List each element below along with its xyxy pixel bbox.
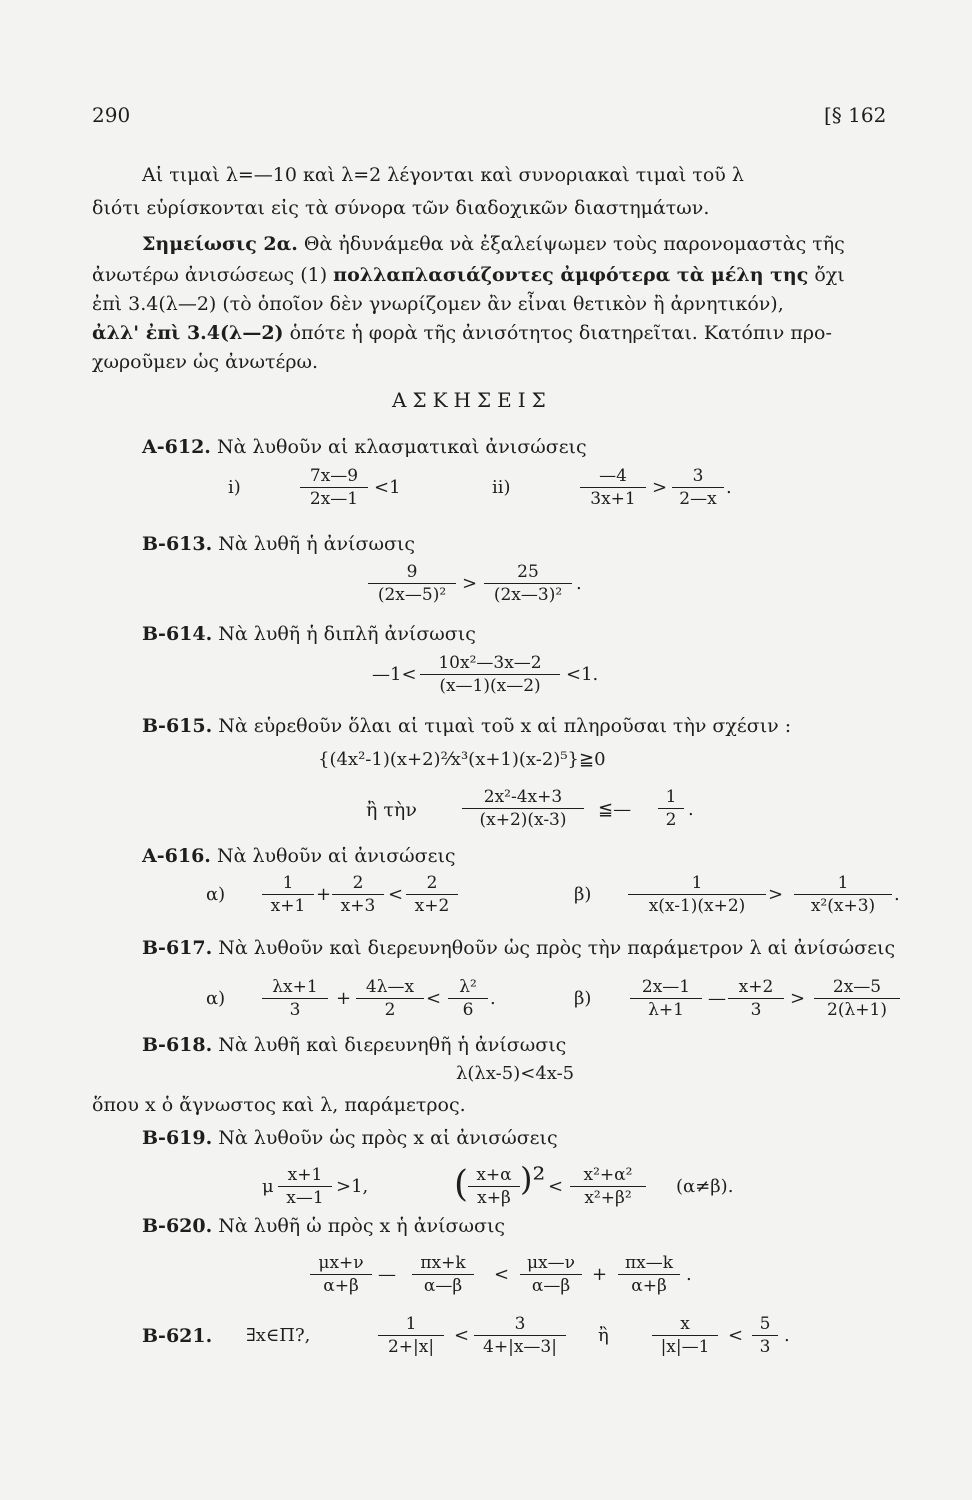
denominator: x—1 (278, 1186, 332, 1209)
item-label: i) (228, 477, 241, 498)
exercise-note: ὅπου x ὁ ἄγνωστος καὶ λ, παράμετρος. (92, 1094, 466, 1116)
numerator: μx+ν (318, 1253, 364, 1273)
fraction (672, 465, 724, 510)
denominator: α+β (618, 1274, 680, 1297)
connector: ἢ (598, 1325, 609, 1346)
relation: > (790, 988, 806, 1009)
fraction (448, 976, 488, 1021)
fraction (652, 1313, 718, 1358)
section-reference: [§ 162 (824, 103, 887, 127)
fraction (310, 1252, 372, 1297)
note-line-4-bold: ἀλλ' ἐπὶ 3.4(λ—2) (92, 322, 284, 344)
fraction (378, 1313, 444, 1358)
denominator: 3 (752, 1335, 778, 1358)
numerator: 2 (352, 873, 364, 893)
numerator: 10x²—3x—2 (438, 653, 542, 673)
numerator: 5 (759, 1314, 771, 1334)
relation: < (494, 1264, 510, 1285)
note-line-3: ἐπὶ 3.4(λ—2) (τὸ ὁποῖον δὲν γνωρίζομεν ἂν εἶναι θετικὸν ἢ ἀρνητικόν), (92, 293, 784, 315)
fraction (332, 872, 384, 917)
numerator: 1 (405, 1314, 417, 1334)
operator: — (378, 1264, 396, 1285)
exercise-text: Νὰ λυθῆ καὶ διερευνηθῆ ἡ ἀνίσωσις (218, 1034, 567, 1056)
exercise-label: Α-612. (142, 436, 211, 458)
exercise-label: Α-616. (142, 845, 211, 867)
fraction (300, 465, 368, 510)
relation: <1 (374, 477, 401, 498)
exercise-b614 (142, 622, 476, 646)
denominator: x²(x+3) (794, 894, 892, 917)
exercise-text: Νὰ εὑρεθοῦν ὅλαι αἱ τιμαὶ τοῦ x αἱ πληροῦσαι τὴν σχέσιν : (218, 715, 792, 737)
denominator: α—β (412, 1274, 474, 1297)
note-line-2-a: ἀνωτέρω ἀνισώσεως (1) (92, 264, 328, 286)
denominator: 3 (728, 998, 784, 1021)
denominator: 2x—1 (300, 487, 368, 510)
paren: ( (454, 1164, 469, 1205)
denominator: (2x—3)² (484, 583, 572, 606)
note-line-2-bold: πολλαπλασιάζοντες ἀμφότερα τὰ μέλη της (333, 264, 809, 286)
operator: + (592, 1264, 608, 1285)
denominator: 2 (658, 808, 684, 831)
exercise-a616 (142, 844, 456, 868)
numerator: 2x—1 (641, 977, 691, 997)
note-line-1 (142, 232, 845, 256)
item-label: α) (206, 988, 226, 1009)
numerator: λ² (459, 977, 477, 997)
numerator: x+2 (738, 977, 774, 997)
denominator: 3 (262, 998, 328, 1021)
exercise-b619 (142, 1126, 558, 1150)
numerator: 1 (691, 873, 703, 893)
operator: — (708, 988, 726, 1009)
note-line-2-c: ὄχι (814, 264, 845, 286)
numerator: 2x—5 (832, 977, 882, 997)
fraction (368, 561, 456, 606)
fraction (728, 976, 784, 1021)
denominator: 6 (448, 998, 488, 1021)
fraction (520, 1252, 582, 1297)
exercise-text: Νὰ λυθοῦν καὶ διερευνηθοῦν ὡς πρὸς τὴν παράμετρον λ αἱ ἀνίσώσεις (218, 937, 896, 959)
intro-line-2: διότι εὑρίσκονται εἰς τὰ σύνορα τῶν διαδοχικῶν διαστημάτων. (92, 197, 710, 219)
fraction (474, 1313, 566, 1358)
denominator: 2(λ+1) (814, 998, 900, 1021)
denominator: α+β (310, 1274, 372, 1297)
operator: + (336, 988, 352, 1009)
fraction (484, 561, 572, 606)
item-label: ii) (492, 477, 511, 498)
exercise-text: Νὰ λυθῆ ὡ πρὸς x ἡ ἀνίσωσις (218, 1215, 506, 1237)
condition: (α≠β). (676, 1176, 734, 1197)
fraction (794, 872, 892, 917)
exercise-text: Νὰ λυθῆ ἡ ἀνίσωσις (218, 533, 416, 555)
relation: <1. (566, 664, 599, 685)
note-line-5: χωροῦμεν ὡς ἀνωτέρω. (92, 351, 319, 373)
numerator: 4λ—x (365, 977, 415, 997)
denominator: α—β (520, 1274, 582, 1297)
denominator: x+2 (406, 894, 458, 917)
denominator: 3x+1 (580, 487, 646, 510)
numerator: x+1 (287, 1165, 323, 1185)
denominator: |x|—1 (652, 1335, 718, 1358)
period: . (688, 799, 694, 820)
fraction (618, 1252, 680, 1297)
relation: > (462, 573, 478, 594)
exercise-text: Νὰ λυθοῦν αἱ ἀνισώσεις (216, 845, 456, 867)
relation: > (768, 884, 784, 905)
page-number: 290 (92, 103, 131, 127)
numerator: 3 (692, 466, 704, 486)
exercise-label: Β-618. (142, 1034, 213, 1056)
note-line-2 (92, 263, 845, 287)
period: . (490, 988, 496, 1009)
exercise-label: Β-615. (142, 715, 213, 737)
exercise-label: Β-621. (142, 1325, 213, 1347)
numerator: πx+k (420, 1253, 466, 1273)
exercise-label: Β-620. (142, 1215, 213, 1237)
fraction (580, 465, 646, 510)
exercise-label: Β-613. (142, 533, 213, 555)
numerator: 3 (514, 1314, 526, 1334)
exercise-b617 (142, 936, 895, 960)
exercise-b618 (142, 1033, 566, 1057)
denominator: x²+β² (570, 1186, 646, 1209)
relation: < (548, 1176, 564, 1197)
note-line-4 (92, 321, 832, 345)
period: . (686, 1264, 692, 1285)
denominator: 2—x (672, 487, 724, 510)
exercise-label: Β-619. (142, 1127, 213, 1149)
exercise-text: Νὰ λυθοῦν ὡς πρὸς x αἱ ἀνισώσεις (218, 1127, 558, 1149)
denominator: 2+|x| (378, 1335, 444, 1358)
operator: + (316, 884, 332, 905)
exercise-label: Β-614. (142, 623, 213, 645)
exercise-b613 (142, 532, 415, 556)
relation: > (652, 477, 668, 498)
denominator: x(x-1)(x+2) (628, 894, 766, 917)
note-line-1-text: Θὰ ἠδυνάμεθα νὰ ἐξαλείψωμεν τοὺς παρονομαστὰς τῆς (303, 233, 845, 255)
relation: < (454, 1325, 470, 1346)
expression: ∃x∈Π?, (246, 1325, 311, 1346)
symbol: μ (262, 1176, 274, 1197)
item-label: β) (574, 988, 592, 1009)
denominator: x+β (468, 1186, 520, 1209)
fraction (278, 1164, 332, 1209)
fraction (658, 786, 684, 831)
item-label: β) (574, 884, 592, 905)
denominator: 4+|x—3| (474, 1335, 566, 1358)
note-label: Σημείωσις 2α. (142, 233, 298, 255)
denominator: (x—1)(x—2) (420, 674, 560, 697)
denominator: λ+1 (630, 998, 702, 1021)
fraction (570, 1164, 646, 1209)
numerator: 1 (837, 873, 849, 893)
numerator: πx—k (624, 1253, 674, 1273)
numerator: 2x²-4x+3 (483, 787, 563, 807)
exercise-text: Νὰ λυθοῦν αἱ κλασματικαὶ ἀνισώσεις (216, 436, 587, 458)
period: . (784, 1325, 790, 1346)
relation: < (728, 1325, 744, 1346)
denominator: x+1 (262, 894, 314, 917)
numerator: 7x—9 (309, 466, 359, 486)
denominator: (2x—5)² (368, 583, 456, 606)
relation: —1< (372, 664, 417, 685)
paren: )² (520, 1160, 546, 1198)
period: . (576, 573, 582, 594)
numerator: x (680, 1314, 690, 1334)
fraction (462, 786, 584, 831)
fraction (412, 1252, 474, 1297)
exercise-a612 (142, 435, 587, 459)
item-label: α) (206, 884, 226, 905)
fraction (468, 1164, 520, 1209)
intro-line-1: Αἱ τιμαὶ λ=—10 καὶ λ=2 λέγονται καὶ συνοριακαὶ τιμαὶ τοῦ λ (142, 164, 744, 186)
connector: ἢ τὴν (366, 799, 417, 821)
fraction (356, 976, 424, 1021)
numerator: —4 (599, 466, 627, 486)
numerator: μx—ν (527, 1253, 575, 1273)
relation: ≦— (598, 799, 632, 820)
expression: {(4x²-1)(x+2)²⁄x³(x+1)(x-2)⁵}≧0 (318, 749, 606, 770)
relation: < (388, 884, 404, 905)
numerator: 1 (665, 787, 677, 807)
relation: < (426, 988, 442, 1009)
relation: >1, (336, 1176, 369, 1197)
numerator: 2 (426, 873, 438, 893)
numerator: 1 (282, 873, 294, 893)
exercise-text: Νὰ λυθῆ ἡ διπλῆ ἀνίσωσις (218, 623, 476, 645)
period: . (894, 884, 900, 905)
fraction (630, 976, 702, 1021)
numerator: x+α (476, 1165, 512, 1185)
section-title: ΑΣΚΗΣΕΙΣ (392, 388, 552, 412)
exercise-label: Β-617. (142, 937, 213, 959)
exercise-b615 (142, 714, 791, 738)
fraction (628, 872, 766, 917)
fraction (262, 976, 328, 1021)
denominator: (x+2)(x-3) (462, 808, 584, 831)
period: . (726, 477, 732, 498)
fraction (814, 976, 900, 1021)
fraction (262, 872, 314, 917)
fraction (752, 1313, 778, 1358)
numerator: 25 (517, 562, 539, 582)
fraction (406, 872, 458, 917)
denominator: 2 (356, 998, 424, 1021)
denominator: x+3 (332, 894, 384, 917)
numerator: λx+1 (272, 977, 318, 997)
expression: λ(λx-5)<4x-5 (456, 1063, 575, 1084)
numerator: x²+α² (583, 1165, 633, 1185)
note-line-4-text: ὁπότε ἡ φορὰ τῆς ἀνισότητος διατηρεῖται. Κατόπιν προ- (289, 322, 832, 344)
fraction (420, 652, 560, 697)
exercise-b620 (142, 1214, 505, 1238)
numerator: 9 (406, 562, 418, 582)
